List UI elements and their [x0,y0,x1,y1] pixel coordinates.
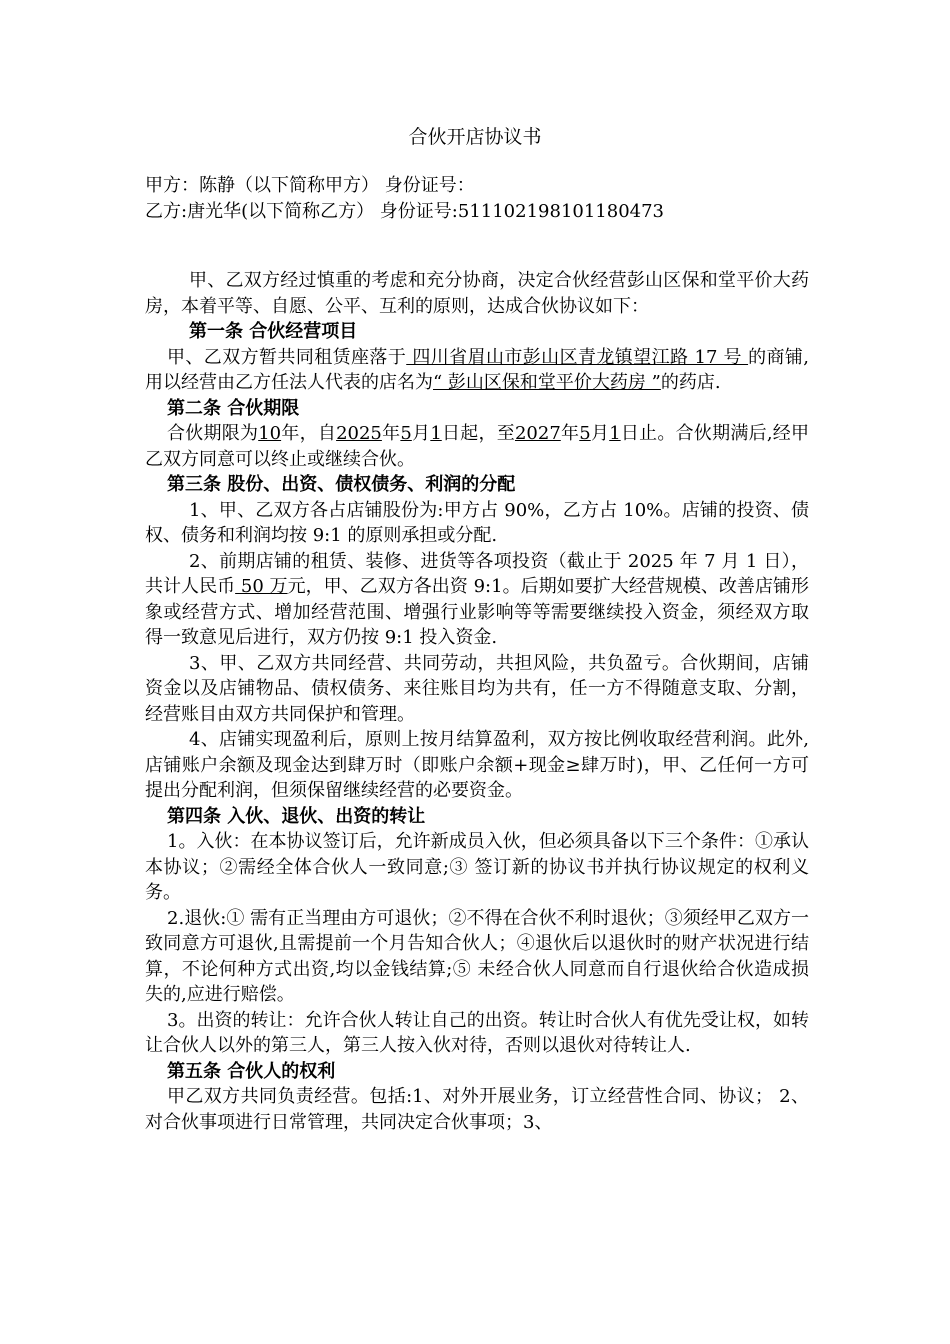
text-run: 年 [381,423,401,444]
document-body [145,173,809,1135]
article-3-clause-3: 3、甲、乙双方共同经营、共同劳动，共担风险，共负盈亏。合伙期间，店铺资金以及店铺物品、债权债务、来往账目均为共有，任一方不得随意支取、分割，经营账目由双方共同保护和管理。 [145,652,809,725]
article-3-clause-1: 1、甲、乙双方各占店铺股份为:甲方占 90%，乙方占 10%。店铺的投资、债权、债务和利润均按 9:1 的原则承担或分配. [145,499,809,546]
article-3-clause-4: 4、店铺实现盈利后，原则上按月结算盈利，双方按比例收取经营利润。此外,店铺账户余额及现金达到肆万时（即账户余额+现金≥肆万时)，甲、乙任何一方可提出分配利润，但须保留继续经营的必要资金。 [145,729,809,801]
text-run: 月 [590,423,610,444]
article-5-paragraph: 甲乙双方共同负责经营。包括:1、对外开展业务，订立经营性合同、协议； 2、对合伙事项进行日常管理，共同决定合伙事项；3、 [145,1086,809,1133]
end-day: 1 [609,423,621,444]
shop-address: 四川省眉山市彭山区青龙镇望江路 17 号 [406,346,749,368]
document-title: 合伙开店协议书 [408,126,542,148]
start-day: 1 [430,423,442,444]
text-run: 2、前期店铺的租赁、装修、进货等各项投资（截止于 2025 年 7 月 1 日），共计人民币 [145,550,809,597]
start-year: 2025 [336,423,382,444]
term-years: 10 [258,423,282,444]
text-run: 的药店. [660,372,721,393]
text-run: 年，自 [281,423,337,444]
article-2-paragraph [145,421,809,472]
text-run: 月 [411,423,431,444]
party-a-line: 甲方：陈静（以下简称甲方） 身份证号： [145,175,475,196]
article-5-heading: 第五条 合伙人的权利 [167,1060,336,1082]
text-run: 甲、乙双方暂共同租赁座落于 [167,346,407,368]
intro-paragraph: 甲、乙双方经过慎重的考虑和充分协商，决定合伙经营彭山区保和堂平价大药房，本着平等、自愿、公平、互利的原则，达成合伙协议如下： [145,270,809,317]
article-2-heading: 第二条 合伙期限 [167,397,300,419]
article-4-clause-2: 2.退伙:① 需有正当理由方可退伙；②不得在合伙不利时退伙；③须经甲乙双方一致同意方可退伙,且需提前一个月告知合伙人；④退伙后以退伙时的财产状况进行结算，不论何种方式出资,均以金钱结算;⑤ 未经合伙人同意而自行退伙给合伙造成损失的,应进行赔偿。 [145,907,809,1005]
text-run: 年 [560,423,580,444]
text-run: 日止。合伙期满后,经甲乙双方同意可以终止或继续合伙。 [145,423,810,470]
spacer [145,224,809,268]
article-3-heading: 第三条 股份、出资、债权债务、利润的分配 [167,474,516,495]
article-4-clause-1: 1。入伙：在本协议签订后，允许新成员入伙，但必须具备以下三个条件：①承认本协议；②需经全体合伙人一致同意;③ 签订新的协议书并执行协议规定的权利义务。 [145,831,809,903]
article-1-paragraph [145,345,809,396]
shop-name: “ 彭山区保和堂平价大药房 ” [433,372,661,393]
end-month: 5 [579,423,591,444]
text-run: 元，甲、乙双方各出资 9:1。后期如要扩大经营规模、改善店铺形象或经营方式、增加经营范围、增强行业影响等等需要继续投入资金，须经双方取得一致意见后进行，双方仍按 9:1 投入资金. [145,576,810,648]
end-year: 2027 [514,423,561,444]
article-4-clause-3: 3。出资的转让：允许合伙人转让自己的出资。转让时合伙人有优先受让权，如转让合伙人以外的第三人，第三人按入伙对待，否则以退伙对待转让人. [145,1009,809,1056]
article-3-clause-2 [145,549,809,651]
start-month: 5 [400,423,412,444]
text-run: 合伙期限为 [167,423,259,444]
text-run: 的商铺,用以经营由乙方任法人代表的店名为 [145,346,809,393]
party-b-line: 乙方:唐光华(以下简称乙方） 身份证号:511102198101180473 [145,200,665,222]
article-1-heading: 第一条 合伙经营项目 [189,321,358,342]
investment-amount: 50 万 [235,576,288,597]
article-4-heading: 第四条 入伙、退伙、出资的转让 [167,805,426,827]
text-run: 日起，至 [441,423,515,444]
